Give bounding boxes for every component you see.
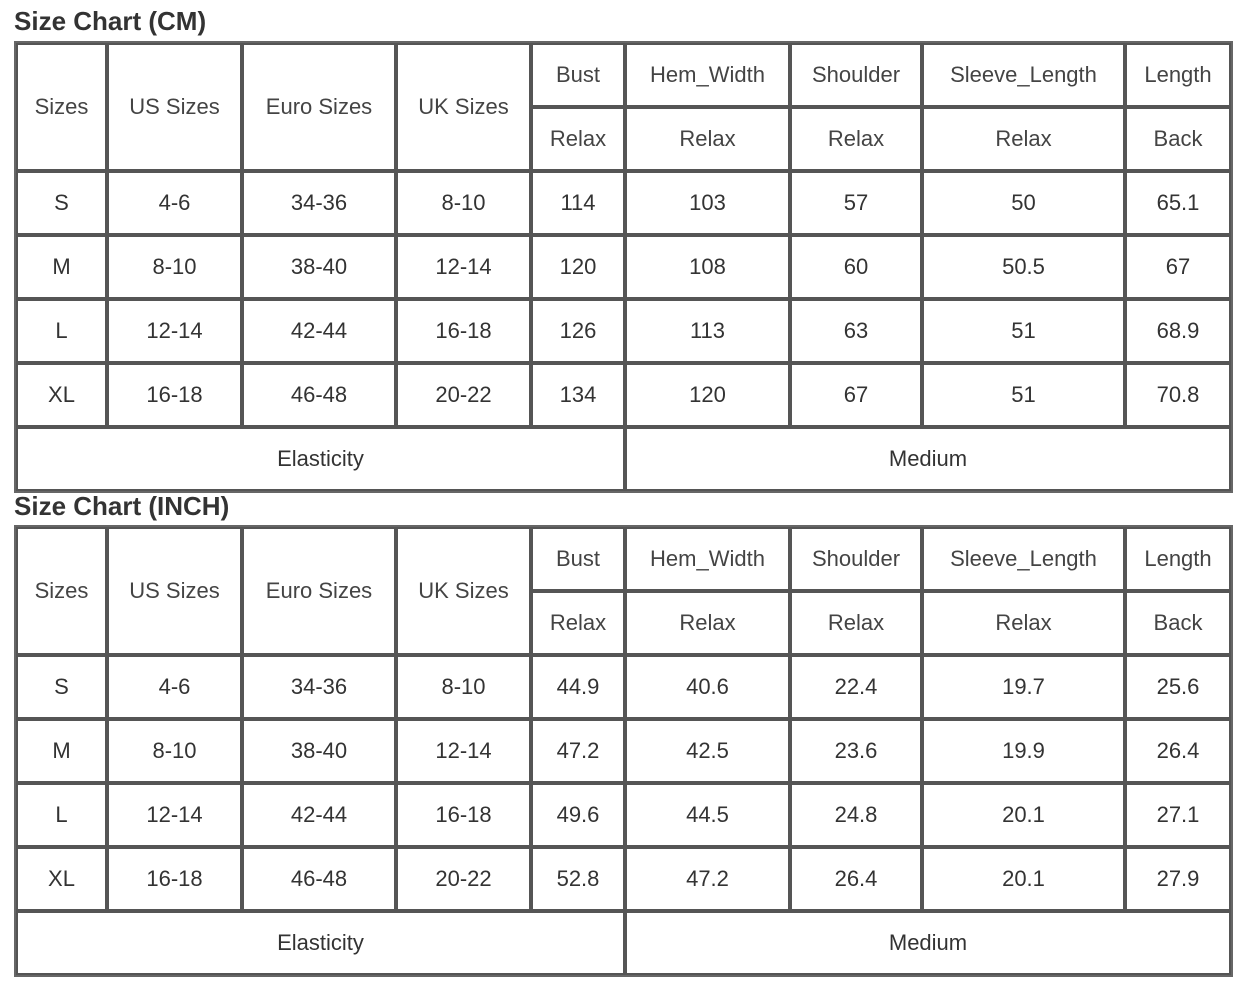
bust-cell: 49.6	[531, 783, 625, 847]
euro-size-cell: 46-48	[242, 847, 396, 911]
us-size-cell: 8-10	[107, 719, 242, 783]
sleeve-length-cell: 51	[922, 299, 1125, 363]
elasticity-label: Elasticity	[16, 911, 625, 975]
size-cell: L	[16, 299, 107, 363]
header-row	[16, 527, 1231, 591]
size-cell: L	[16, 783, 107, 847]
hem-width-cell: 42.5	[625, 719, 790, 783]
uk-size-cell: 8-10	[396, 171, 531, 235]
size-cell: XL	[16, 847, 107, 911]
sizes-header: Sizes	[16, 527, 107, 655]
size-chart-cm-table	[14, 41, 1233, 493]
us-size-cell: 12-14	[107, 299, 242, 363]
hem-width-cell: 40.6	[625, 655, 790, 719]
length-cell: 25.6	[1125, 655, 1231, 719]
measure-header: Sleeve_Length	[922, 527, 1125, 591]
size-cell: S	[16, 655, 107, 719]
euro-size-cell: 38-40	[242, 235, 396, 299]
measure-subheader: Relax	[625, 107, 790, 171]
measure-header: Hem_Width	[625, 527, 790, 591]
measure-header: Length	[1125, 43, 1231, 107]
measure-header: Hem_Width	[625, 43, 790, 107]
hem-width-cell: 44.5	[625, 783, 790, 847]
us-size-cell: 4-6	[107, 171, 242, 235]
us-sizes-header: US Sizes	[107, 43, 242, 171]
uk-size-cell: 8-10	[396, 655, 531, 719]
hem-width-cell: 103	[625, 171, 790, 235]
uk-size-cell: 20-22	[396, 363, 531, 427]
euro-size-cell: 38-40	[242, 719, 396, 783]
bust-cell: 114	[531, 171, 625, 235]
shoulder-cell: 26.4	[790, 847, 922, 911]
us-size-cell: 8-10	[107, 235, 242, 299]
euro-sizes-header: Euro Sizes	[242, 43, 396, 171]
measure-subheader: Relax	[531, 107, 625, 171]
hem-width-cell: 47.2	[625, 847, 790, 911]
measure-subheader: Relax	[790, 591, 922, 655]
table-row	[16, 299, 1231, 363]
size-cell: S	[16, 171, 107, 235]
table-row	[16, 847, 1231, 911]
euro-size-cell: 42-44	[242, 299, 396, 363]
table-row	[16, 363, 1231, 427]
shoulder-cell: 23.6	[790, 719, 922, 783]
us-size-cell: 12-14	[107, 783, 242, 847]
hem-width-cell: 108	[625, 235, 790, 299]
bust-cell: 52.8	[531, 847, 625, 911]
measure-subheader: Relax	[625, 591, 790, 655]
us-size-cell: 4-6	[107, 655, 242, 719]
bust-cell: 120	[531, 235, 625, 299]
shoulder-cell: 24.8	[790, 783, 922, 847]
sleeve-length-cell: 20.1	[922, 783, 1125, 847]
sleeve-length-cell: 20.1	[922, 847, 1125, 911]
elasticity-value: Medium	[625, 427, 1231, 491]
measure-subheader: Relax	[531, 591, 625, 655]
euro-size-cell: 34-36	[242, 171, 396, 235]
shoulder-cell: 57	[790, 171, 922, 235]
length-cell: 70.8	[1125, 363, 1231, 427]
length-cell: 67	[1125, 235, 1231, 299]
length-cell: 65.1	[1125, 171, 1231, 235]
uk-size-cell: 20-22	[396, 847, 531, 911]
sleeve-length-cell: 19.9	[922, 719, 1125, 783]
measure-subheader: Relax	[790, 107, 922, 171]
hem-width-cell: 120	[625, 363, 790, 427]
hem-width-cell: 113	[625, 299, 790, 363]
length-cell: 27.1	[1125, 783, 1231, 847]
uk-size-cell: 12-14	[396, 235, 531, 299]
size-chart-cm-title: Size Chart (CM)	[14, 6, 207, 36]
measure-subheader: Relax	[922, 107, 1125, 171]
uk-size-cell: 16-18	[396, 783, 531, 847]
shoulder-cell: 22.4	[790, 655, 922, 719]
measure-subheader: Back	[1125, 107, 1231, 171]
length-cell: 68.9	[1125, 299, 1231, 363]
elasticity-label: Elasticity	[16, 427, 625, 491]
table-row	[16, 719, 1231, 783]
elasticity-row	[16, 911, 1231, 975]
euro-size-cell: 34-36	[242, 655, 396, 719]
uk-size-cell: 12-14	[396, 719, 531, 783]
uk-sizes-header: UK Sizes	[396, 43, 531, 171]
elasticity-value: Medium	[625, 911, 1231, 975]
shoulder-cell: 63	[790, 299, 922, 363]
bust-cell: 44.9	[531, 655, 625, 719]
shoulder-cell: 67	[790, 363, 922, 427]
measure-header: Shoulder	[790, 527, 922, 591]
length-cell: 27.9	[1125, 847, 1231, 911]
length-cell: 26.4	[1125, 719, 1231, 783]
size-chart-inch-title: Size Chart (INCH)	[14, 491, 230, 521]
euro-size-cell: 46-48	[242, 363, 396, 427]
size-cell: M	[16, 235, 107, 299]
measure-header: Bust	[531, 43, 625, 107]
measure-header: Sleeve_Length	[922, 43, 1125, 107]
us-sizes-header: US Sizes	[107, 527, 242, 655]
size-cell: XL	[16, 363, 107, 427]
sleeve-length-cell: 50	[922, 171, 1125, 235]
bust-cell: 134	[531, 363, 625, 427]
sleeve-length-cell: 51	[922, 363, 1125, 427]
table-row	[16, 235, 1231, 299]
measure-subheader: Back	[1125, 591, 1231, 655]
euro-size-cell: 42-44	[242, 783, 396, 847]
sleeve-length-cell: 50.5	[922, 235, 1125, 299]
measure-header: Length	[1125, 527, 1231, 591]
us-size-cell: 16-18	[107, 847, 242, 911]
sizes-header: Sizes	[16, 43, 107, 171]
measure-subheader: Relax	[922, 591, 1125, 655]
table-row	[16, 783, 1231, 847]
elasticity-row	[16, 427, 1231, 491]
table-row	[16, 171, 1231, 235]
measure-header: Shoulder	[790, 43, 922, 107]
us-size-cell: 16-18	[107, 363, 242, 427]
measure-header: Bust	[531, 527, 625, 591]
header-row	[16, 43, 1231, 107]
bust-cell: 47.2	[531, 719, 625, 783]
uk-size-cell: 16-18	[396, 299, 531, 363]
shoulder-cell: 60	[790, 235, 922, 299]
size-chart-inch-table	[14, 525, 1233, 977]
uk-sizes-header: UK Sizes	[396, 527, 531, 655]
size-cell: M	[16, 719, 107, 783]
table-row	[16, 655, 1231, 719]
sleeve-length-cell: 19.7	[922, 655, 1125, 719]
euro-sizes-header: Euro Sizes	[242, 527, 396, 655]
bust-cell: 126	[531, 299, 625, 363]
